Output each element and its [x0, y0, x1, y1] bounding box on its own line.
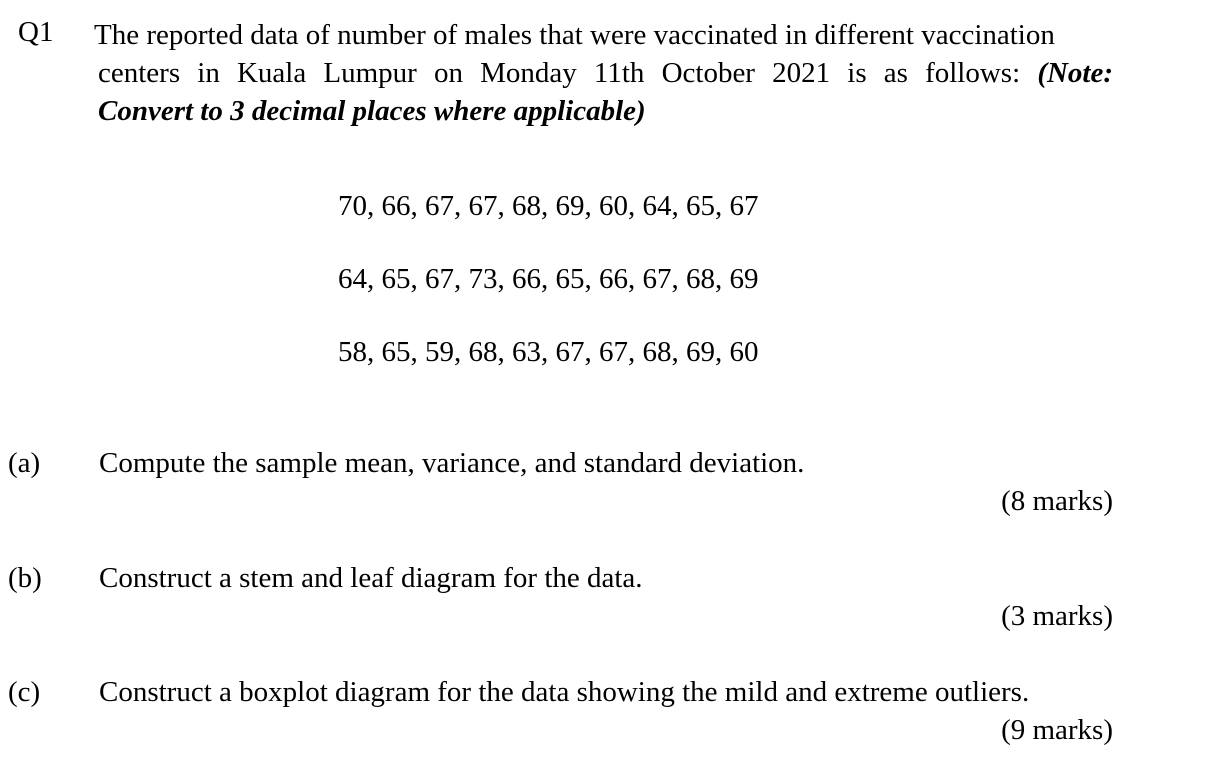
data-row-2: 64, 65, 67, 73, 66, 65, 66, 67, 68, 69 — [338, 263, 759, 295]
note-label: (Note: — [1037, 57, 1113, 89]
part-a-label: (a) — [8, 447, 41, 479]
intro-line-2-text: centers in Kuala Lumpur on Monday 11th October 2021 is as follows: — [98, 57, 1021, 89]
data-row-3: 58, 65, 59, 68, 63, 67, 67, 68, 69, 60 — [338, 336, 759, 368]
part-b-marks: (3 marks) — [1001, 600, 1113, 632]
part-c-text: Construct a boxplot diagram for the data showing the mild and extreme outliers. — [99, 676, 1030, 708]
part-b-text: Construct a stem and leaf diagram for the data. — [99, 562, 643, 594]
question-number: Q1 — [18, 16, 54, 48]
part-b-label: (b) — [8, 562, 42, 594]
part-a-text: Compute the sample mean, variance, and standard deviation. — [99, 447, 805, 479]
data-row-1: 70, 66, 67, 67, 68, 69, 60, 64, 65, 67 — [338, 190, 759, 222]
question-intro — [94, 16, 1113, 130]
note-text: Convert to 3 decimal places where applicable) — [98, 95, 646, 127]
part-c-marks: (9 marks) — [1001, 714, 1113, 746]
intro-line-2 — [98, 54, 1113, 92]
intro-line-1: The reported data of number of males that were vaccinated in different vaccination — [94, 19, 1055, 51]
part-c-label: (c) — [8, 676, 41, 708]
part-a-marks: (8 marks) — [1001, 485, 1113, 517]
